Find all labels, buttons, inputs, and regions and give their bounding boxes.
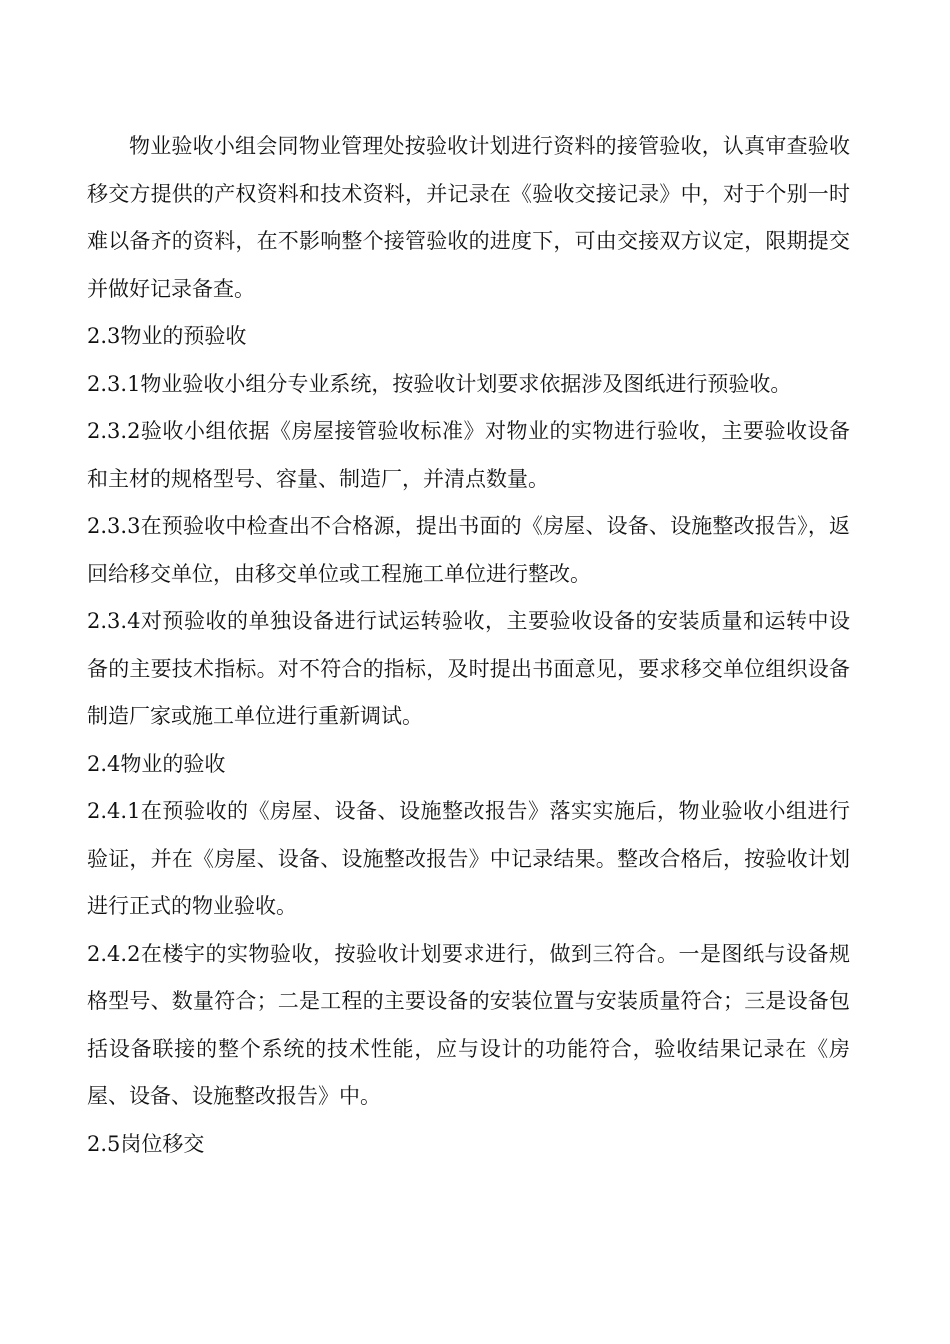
section-heading-2-5: 2.5岗位移交 xyxy=(87,1131,205,1156)
item-2-3-4: 2.3.4对预验收的单独设备进行试运转验收，主要验收设备的安装质量和运转中设备的主要技术指标。对不符合的指标，及时提出书面意见，要求移交单位组织设备制造厂家或施工单位进行重新调试。 xyxy=(87,609,850,728)
item-2-4-1: 2.4.1在预验收的《房屋、设备、设施整改报告》落实实施后，物业验收小组进行验证，并在《房屋、设备、设施整改报告》中记录结果。整改合格后，按验收计划进行正式的物业验收。 xyxy=(87,799,850,918)
section-heading-2-3: 2.3物业的预验收 xyxy=(87,324,247,348)
item-2-3-2: 2.3.2验收小组依据《房屋接管验收标准》对物业的实物进行验收，主要验收设备和主材的规格型号、容量、制造厂，并清点数量。 xyxy=(87,419,850,491)
item-2-3-3: 2.3.3在预验收中检查出不合格源，提出书面的《房屋、设备、设施整改报告》，返回给移交单位，由移交单位或工程施工单位进行整改。 xyxy=(87,514,850,586)
document-body xyxy=(87,123,850,1168)
intro-paragraph: 物业验收小组会同物业管理处按验收计划进行资料的接管验收，认真审查验收移交方提供的产权资料和技术资料，并记录在《验收交接记录》中，对于个别一时难以备齐的资料，在不影响整个接管验收的进度下，可由交接双方议定，限期提交并做好记录备查。 xyxy=(87,134,850,301)
item-2-3-1: 2.3.1物业验收小组分专业系统，按验收计划要求依据涉及图纸进行预验收。 xyxy=(87,371,792,396)
item-2-4-2: 2.4.2在楼宇的实物验收，按验收计划要求进行，做到三符合。一是图纸与设备规格型号、数量符合；二是工程的主要设备的安装位置与安装质量符合；三是设备包括设备联接的整个系统的技术性能，应与设计的功能符合，验收结果记录在《房屋、设备、设施整改报告》中。 xyxy=(87,941,850,1108)
section-heading-2-4: 2.4物业的验收 xyxy=(87,751,226,776)
